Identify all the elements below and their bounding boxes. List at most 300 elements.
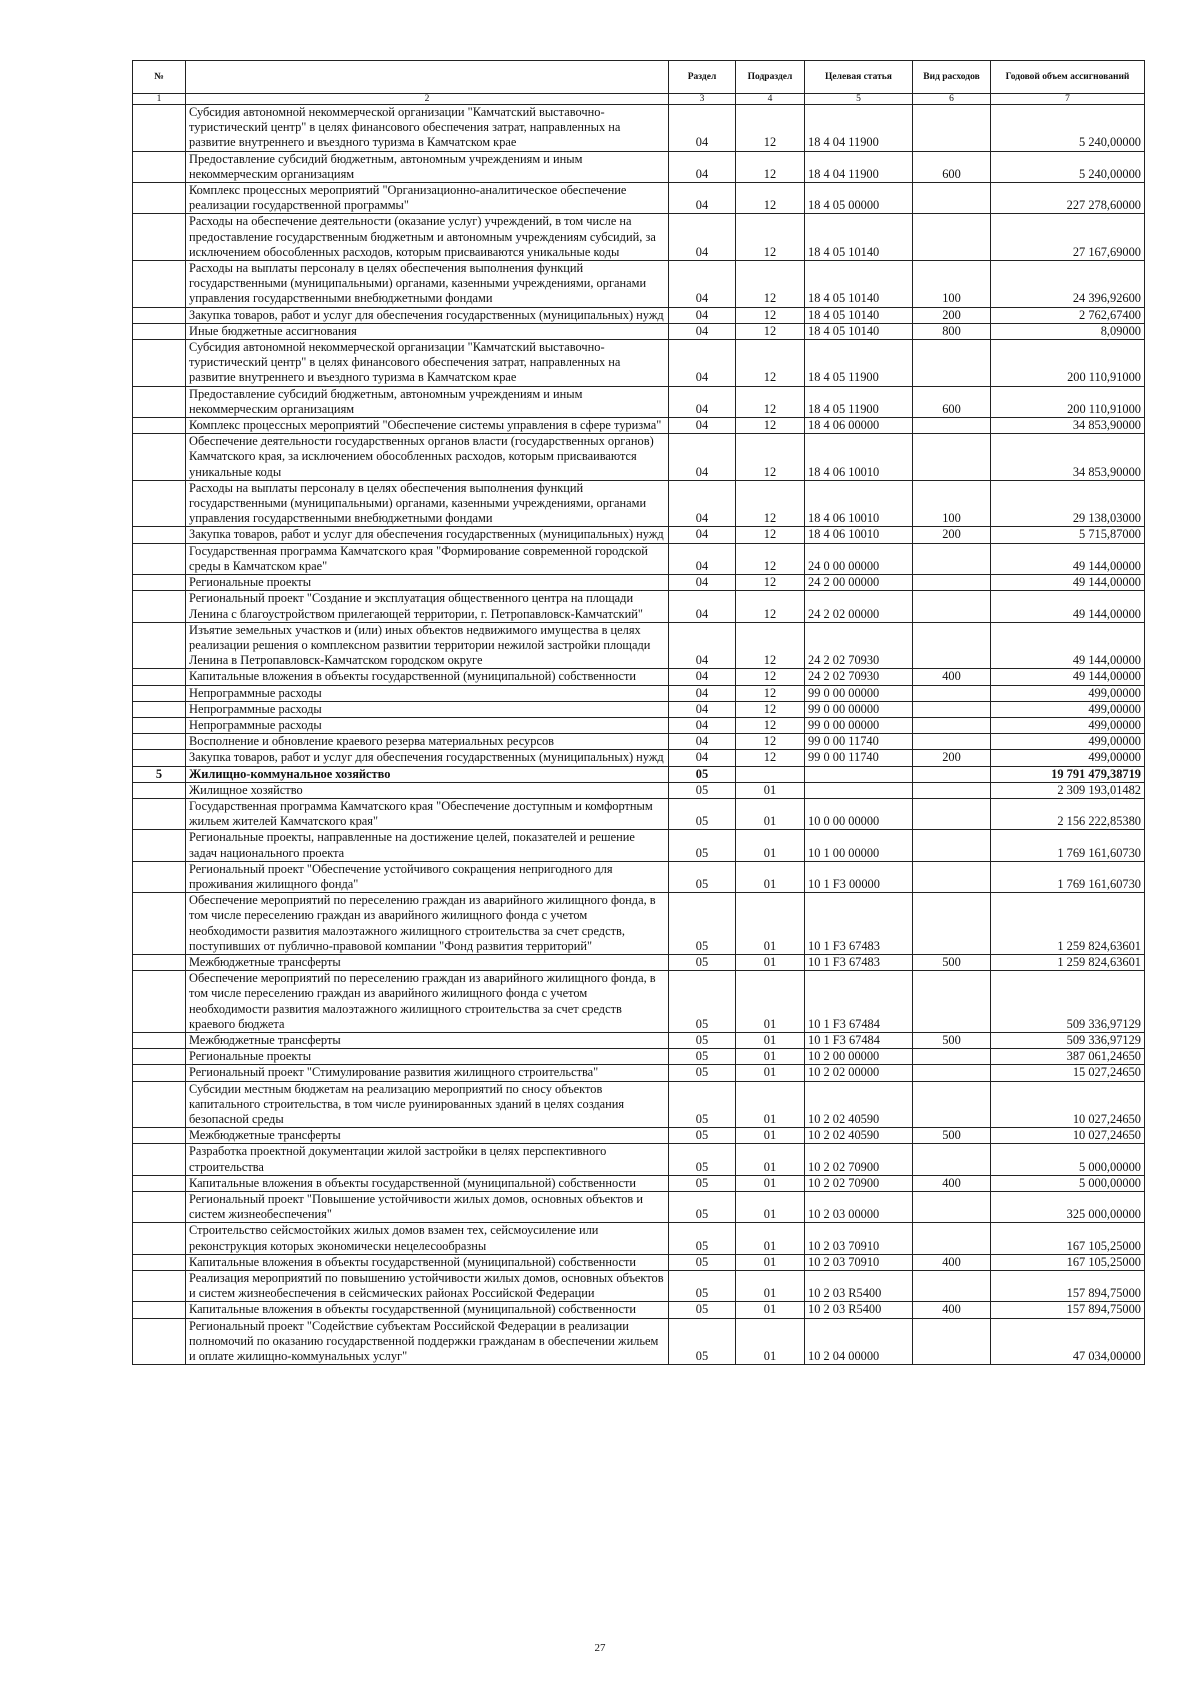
- row-expense-type: [913, 1192, 991, 1223]
- row-section: 05: [669, 1032, 736, 1048]
- row-name: Государственная программа Камчатского края "Формирование современной городской среды в Камчатском крае": [186, 543, 669, 574]
- row-number: [133, 340, 186, 387]
- row-subsection: 01: [736, 1144, 805, 1175]
- row-amount: 5 240,00000: [991, 151, 1145, 182]
- row-expense-type: 400: [913, 1254, 991, 1270]
- table-row: [133, 1302, 1145, 1318]
- row-name: Капитальные вложения в объекты государственной (муниципальной) собственности: [186, 1175, 669, 1191]
- row-name: Капитальные вложения в объекты государственной (муниципальной) собственности: [186, 1254, 669, 1270]
- row-name: Региональный проект "Повышение устойчивости жилых домов, основных объектов и систем жизнеобеспечения": [186, 1192, 669, 1223]
- row-target-code: 99 0 00 11740: [805, 734, 913, 750]
- row-subsection: 01: [736, 1271, 805, 1302]
- row-section: 04: [669, 151, 736, 182]
- row-target-code: 10 1 F3 67483: [805, 893, 913, 955]
- row-subsection: 01: [736, 971, 805, 1033]
- row-subsection: 12: [736, 717, 805, 733]
- row-number: [133, 418, 186, 434]
- row-name: Региональные проекты, направленные на достижение целей, показателей и решение задач национального проекта: [186, 830, 669, 861]
- table-row: [133, 861, 1145, 892]
- row-subsection: 12: [736, 434, 805, 481]
- row-section: 05: [669, 1144, 736, 1175]
- row-amount: 15 027,24650: [991, 1065, 1145, 1081]
- row-amount: 49 144,00000: [991, 622, 1145, 669]
- row-expense-type: [913, 1144, 991, 1175]
- row-section: 05: [669, 1192, 736, 1223]
- row-expense-type: 200: [913, 750, 991, 766]
- row-expense-type: [913, 717, 991, 733]
- row-name: Межбюджетные трансферты: [186, 1032, 669, 1048]
- row-number: [133, 1032, 186, 1048]
- row-subsection: 12: [736, 307, 805, 323]
- row-target-code: 99 0 00 11740: [805, 750, 913, 766]
- row-name: Межбюджетные трансферты: [186, 1128, 669, 1144]
- row-subsection: 12: [736, 261, 805, 308]
- table-row: [133, 750, 1145, 766]
- row-target-code: 10 1 F3 67483: [805, 954, 913, 970]
- row-amount: 19 791 479,38719: [991, 766, 1145, 782]
- row-amount: 47 034,00000: [991, 1318, 1145, 1365]
- row-section: 04: [669, 105, 736, 152]
- row-subsection: 01: [736, 1128, 805, 1144]
- row-name: Расходы на выплаты персоналу в целях обеспечения выполнения функций государственными (муниципальными) органами, казенными учреждениями, органами управления государственными внебюджетными фондами: [186, 261, 669, 308]
- row-target-code: 18 4 06 10010: [805, 434, 913, 481]
- row-number: [133, 1192, 186, 1223]
- row-number: 5: [133, 766, 186, 782]
- row-number: [133, 591, 186, 622]
- table-row: [133, 622, 1145, 669]
- row-target-code: 18 4 05 10140: [805, 307, 913, 323]
- row-name: Региональный проект "Стимулирование развития жилищного строительства": [186, 1065, 669, 1081]
- row-expense-type: [913, 575, 991, 591]
- row-section: 04: [669, 340, 736, 387]
- row-subsection: 01: [736, 830, 805, 861]
- row-number: [133, 543, 186, 574]
- row-name: Региональный проект "Обеспечение устойчивого сокращения непригодного для проживания жилищного фонда": [186, 861, 669, 892]
- table-row: [133, 1065, 1145, 1081]
- row-section: 05: [669, 861, 736, 892]
- row-name: Региональные проекты: [186, 1049, 669, 1065]
- row-subsection: 12: [736, 183, 805, 214]
- row-name: Разработка проектной документации жилой застройки в целях перспективного строительства: [186, 1144, 669, 1175]
- row-subsection: 12: [736, 105, 805, 152]
- row-amount: 10 027,24650: [991, 1081, 1145, 1128]
- table-row: [133, 766, 1145, 782]
- row-expense-type: [913, 543, 991, 574]
- row-name: Расходы на обеспечение деятельности (оказание услуг) учреждений, в том числе на предоставление государственным бюджетным и автономным учреждениям субсидий, за исключением обособленных расходов, которым присваиваются уникальные коды: [186, 214, 669, 261]
- row-name: Обеспечение мероприятий по переселению граждан из аварийного жилищного фонда, в том числе переселению граждан из аварийного жилищного фонда с учетом необходимости развития малоэтажного жилищного строительства за счет средств, поступивших от публично-правовой компании "Фонд развития территорий": [186, 893, 669, 955]
- row-expense-type: [913, 971, 991, 1033]
- table-row: [133, 1254, 1145, 1270]
- row-number: [133, 323, 186, 339]
- row-subsection: 12: [736, 669, 805, 685]
- table-header-row: [133, 61, 1145, 94]
- document-page: [132, 60, 1144, 1365]
- row-expense-type: [913, 183, 991, 214]
- row-number: [133, 1144, 186, 1175]
- row-number: [133, 1049, 186, 1065]
- table-row: [133, 575, 1145, 591]
- row-section: 05: [669, 1318, 736, 1365]
- row-section: 05: [669, 954, 736, 970]
- row-subsection: 12: [736, 527, 805, 543]
- column-number-row: [133, 94, 1145, 105]
- row-number: [133, 954, 186, 970]
- row-amount: 157 894,75000: [991, 1271, 1145, 1302]
- row-expense-type: [913, 622, 991, 669]
- row-target-code: 10 1 F3 00000: [805, 861, 913, 892]
- table-row: [133, 1192, 1145, 1223]
- row-subsection: [736, 766, 805, 782]
- row-subsection: 01: [736, 798, 805, 829]
- col-number: 3: [669, 94, 736, 105]
- row-name: Жилищное хозяйство: [186, 782, 669, 798]
- row-name: Предоставление субсидий бюджетным, автономным учреждениям и иным некоммерческим организациям: [186, 386, 669, 417]
- table-row: [133, 1175, 1145, 1191]
- row-expense-type: [913, 685, 991, 701]
- row-name: Закупка товаров, работ и услуг для обеспечения государственных (муниципальных) нужд: [186, 527, 669, 543]
- row-expense-type: 600: [913, 386, 991, 417]
- row-section: 05: [669, 1271, 736, 1302]
- col-number: 7: [991, 94, 1145, 105]
- row-name: Региональные проекты: [186, 575, 669, 591]
- row-number: [133, 1175, 186, 1191]
- row-number: [133, 893, 186, 955]
- row-subsection: 12: [736, 418, 805, 434]
- row-section: 04: [669, 717, 736, 733]
- row-name: Субсидии местным бюджетам на реализацию мероприятий по сносу объектов капитального строительства, в том числе руинированных зданий в целях создания безопасной среды: [186, 1081, 669, 1128]
- row-section: 05: [669, 830, 736, 861]
- row-amount: 29 138,03000: [991, 480, 1145, 527]
- row-target-code: 10 2 00 00000: [805, 1049, 913, 1065]
- row-name: Закупка товаров, работ и услуг для обеспечения государственных (муниципальных) нужд: [186, 750, 669, 766]
- row-target-code: 99 0 00 00000: [805, 717, 913, 733]
- row-expense-type: [913, 1271, 991, 1302]
- col-number: 2: [186, 94, 669, 105]
- table-row: [133, 323, 1145, 339]
- row-section: 05: [669, 782, 736, 798]
- row-amount: 5 000,00000: [991, 1175, 1145, 1191]
- table-row: [133, 701, 1145, 717]
- table-row: [133, 340, 1145, 387]
- table-row: [133, 543, 1145, 574]
- col-header-target: Целевая статья: [805, 61, 913, 94]
- row-name: Жилищно-коммунальное хозяйство: [186, 766, 669, 782]
- row-name: Изъятие земельных участков и (или) иных объектов недвижимого имущества в целях реализации решения о комплексном развитии территории нежилой застройки площади Ленина в Петропавловск-Камчатском городском округе: [186, 622, 669, 669]
- col-header-name: [186, 61, 669, 94]
- table-row: [133, 1128, 1145, 1144]
- row-target-code: 10 2 02 70900: [805, 1144, 913, 1175]
- row-expense-type: [913, 1081, 991, 1128]
- row-subsection: 01: [736, 1175, 805, 1191]
- row-section: 04: [669, 543, 736, 574]
- col-number: 6: [913, 94, 991, 105]
- row-amount: 8,09000: [991, 323, 1145, 339]
- row-section: 04: [669, 622, 736, 669]
- row-number: [133, 105, 186, 152]
- row-section: 04: [669, 701, 736, 717]
- row-amount: 2 309 193,01482: [991, 782, 1145, 798]
- row-name: Субсидия автономной некоммерческой организации "Камчатский выставочно-туристический центр" в целях финансового обеспечения затрат, направленных на развитие внутреннего и въездного туризма в Камчатском крае: [186, 340, 669, 387]
- table-row: [133, 591, 1145, 622]
- row-number: [133, 685, 186, 701]
- row-subsection: 01: [736, 1032, 805, 1048]
- row-section: 04: [669, 685, 736, 701]
- row-subsection: 12: [736, 386, 805, 417]
- row-number: [133, 183, 186, 214]
- row-number: [133, 1128, 186, 1144]
- row-subsection: 01: [736, 954, 805, 970]
- row-expense-type: [913, 1318, 991, 1365]
- row-amount: 27 167,69000: [991, 214, 1145, 261]
- row-section: 04: [669, 480, 736, 527]
- row-amount: 1 769 161,60730: [991, 830, 1145, 861]
- row-name: Капитальные вложения в объекты государственной (муниципальной) собственности: [186, 1302, 669, 1318]
- row-target-code: 18 4 05 00000: [805, 183, 913, 214]
- row-expense-type: 600: [913, 151, 991, 182]
- row-amount: 34 853,90000: [991, 434, 1145, 481]
- row-target-code: 99 0 00 00000: [805, 685, 913, 701]
- row-subsection: 12: [736, 543, 805, 574]
- table-row: [133, 418, 1145, 434]
- col-number: 4: [736, 94, 805, 105]
- row-expense-type: [913, 214, 991, 261]
- row-section: 05: [669, 1081, 736, 1128]
- row-amount: 1 259 824,63601: [991, 893, 1145, 955]
- row-target-code: 99 0 00 00000: [805, 701, 913, 717]
- row-number: [133, 861, 186, 892]
- row-amount: 5 240,00000: [991, 105, 1145, 152]
- row-section: 05: [669, 971, 736, 1033]
- row-number: [133, 151, 186, 182]
- row-name: Иные бюджетные ассигнования: [186, 323, 669, 339]
- table-row: [133, 1318, 1145, 1365]
- row-expense-type: [913, 782, 991, 798]
- row-target-code: 10 2 04 00000: [805, 1318, 913, 1365]
- row-amount: 34 853,90000: [991, 418, 1145, 434]
- row-expense-type: [913, 1049, 991, 1065]
- row-number: [133, 386, 186, 417]
- row-target-code: 18 4 05 11900: [805, 386, 913, 417]
- table-row: [133, 1223, 1145, 1254]
- row-name: Реализация мероприятий по повышению устойчивости жилых домов, основных объектов и систем жизнеобеспечения в сейсмических районах Российской Федерации: [186, 1271, 669, 1302]
- row-target-code: 10 1 F3 67484: [805, 971, 913, 1033]
- table-row: [133, 1081, 1145, 1128]
- row-section: 04: [669, 734, 736, 750]
- row-section: 05: [669, 1049, 736, 1065]
- row-expense-type: 200: [913, 527, 991, 543]
- row-amount: 167 105,25000: [991, 1254, 1145, 1270]
- row-section: 04: [669, 307, 736, 323]
- row-subsection: 12: [736, 622, 805, 669]
- table-row: [133, 1271, 1145, 1302]
- col-number: 5: [805, 94, 913, 105]
- row-amount: 49 144,00000: [991, 543, 1145, 574]
- row-section: 04: [669, 386, 736, 417]
- row-expense-type: 100: [913, 261, 991, 308]
- row-section: 05: [669, 798, 736, 829]
- row-subsection: 12: [736, 575, 805, 591]
- row-number: [133, 575, 186, 591]
- row-amount: 1 259 824,63601: [991, 954, 1145, 970]
- row-subsection: 01: [736, 1302, 805, 1318]
- row-section: 04: [669, 418, 736, 434]
- col-header-type: Вид расходов: [913, 61, 991, 94]
- table-row: [133, 954, 1145, 970]
- row-target-code: 18 4 04 11900: [805, 105, 913, 152]
- table-row: [133, 105, 1145, 152]
- row-expense-type: [913, 766, 991, 782]
- row-number: [133, 1302, 186, 1318]
- col-header-section: Раздел: [669, 61, 736, 94]
- row-section: 05: [669, 1223, 736, 1254]
- row-expense-type: [913, 1065, 991, 1081]
- row-target-code: 10 2 03 70910: [805, 1223, 913, 1254]
- row-target-code: 10 1 00 00000: [805, 830, 913, 861]
- table-row: [133, 151, 1145, 182]
- row-name: Региональный проект "Содействие субъектам Российской Федерации в реализации полномочий по оказанию государственной поддержки гражданам в обеспечении жильем и оплате жилищно-коммунальных услуг": [186, 1318, 669, 1365]
- row-name: Строительство сейсмостойких жилых домов взамен тех, сейсмоусиление или реконструкция которых экономически нецелесообразны: [186, 1223, 669, 1254]
- row-target-code: 10 2 02 40590: [805, 1081, 913, 1128]
- table-body: [133, 105, 1145, 1365]
- row-target-code: 10 0 00 00000: [805, 798, 913, 829]
- row-number: [133, 1065, 186, 1081]
- row-amount: 2 762,67400: [991, 307, 1145, 323]
- row-target-code: 18 4 06 10010: [805, 480, 913, 527]
- row-subsection: 01: [736, 893, 805, 955]
- row-subsection: 01: [736, 1254, 805, 1270]
- row-amount: 499,00000: [991, 734, 1145, 750]
- row-target-code: 24 2 02 00000: [805, 591, 913, 622]
- row-section: 04: [669, 527, 736, 543]
- row-name: Государственная программа Камчатского края "Обеспечение доступным и комфортным жильем жителей Камчатского края": [186, 798, 669, 829]
- row-expense-type: 100: [913, 480, 991, 527]
- table-row: [133, 1144, 1145, 1175]
- row-number: [133, 1318, 186, 1365]
- row-target-code: 10 2 03 R5400: [805, 1302, 913, 1318]
- row-target-code: 10 2 03 70910: [805, 1254, 913, 1270]
- row-section: 05: [669, 1254, 736, 1270]
- row-section: 05: [669, 1302, 736, 1318]
- row-amount: 509 336,97129: [991, 971, 1145, 1033]
- row-name: Расходы на выплаты персоналу в целях обеспечения выполнения функций государственными (муниципальными) органами, казенными учреждениями, органами управления государственными внебюджетными фондами: [186, 480, 669, 527]
- row-section: 05: [669, 1128, 736, 1144]
- row-expense-type: [913, 105, 991, 152]
- row-amount: 325 000,00000: [991, 1192, 1145, 1223]
- row-expense-type: 200: [913, 307, 991, 323]
- col-number: 1: [133, 94, 186, 105]
- row-name: Восполнение и обновление краевого резерва материальных ресурсов: [186, 734, 669, 750]
- row-target-code: [805, 782, 913, 798]
- table-row: [133, 214, 1145, 261]
- row-name: Комплекс процессных мероприятий "Организационно-аналитическое обеспечение реализации государственной программы": [186, 183, 669, 214]
- row-subsection: 12: [736, 685, 805, 701]
- table-row: [133, 717, 1145, 733]
- row-target-code: 10 2 02 70900: [805, 1175, 913, 1191]
- table-row: [133, 830, 1145, 861]
- row-amount: 1 769 161,60730: [991, 861, 1145, 892]
- row-subsection: 12: [736, 480, 805, 527]
- row-expense-type: [913, 861, 991, 892]
- row-amount: 200 110,91000: [991, 386, 1145, 417]
- row-number: [133, 971, 186, 1033]
- row-subsection: 01: [736, 1223, 805, 1254]
- row-subsection: 12: [736, 701, 805, 717]
- row-target-code: 18 4 06 10010: [805, 527, 913, 543]
- row-expense-type: 800: [913, 323, 991, 339]
- row-amount: 24 396,92600: [991, 261, 1145, 308]
- row-amount: 387 061,24650: [991, 1049, 1145, 1065]
- table-row: [133, 734, 1145, 750]
- row-expense-type: [913, 1223, 991, 1254]
- row-section: 04: [669, 323, 736, 339]
- row-amount: 227 278,60000: [991, 183, 1145, 214]
- row-number: [133, 717, 186, 733]
- col-header-subsection: Подраздел: [736, 61, 805, 94]
- row-subsection: 12: [736, 591, 805, 622]
- row-section: 04: [669, 434, 736, 481]
- row-subsection: 01: [736, 782, 805, 798]
- row-section: 04: [669, 750, 736, 766]
- row-section: 04: [669, 214, 736, 261]
- row-name: Непрограммные расходы: [186, 717, 669, 733]
- row-target-code: 10 1 F3 67484: [805, 1032, 913, 1048]
- row-amount: 499,00000: [991, 750, 1145, 766]
- row-section: 04: [669, 183, 736, 214]
- row-section: 04: [669, 575, 736, 591]
- row-expense-type: [913, 701, 991, 717]
- row-amount: 5 715,87000: [991, 527, 1145, 543]
- table-row: [133, 971, 1145, 1033]
- row-amount: 157 894,75000: [991, 1302, 1145, 1318]
- row-expense-type: [913, 830, 991, 861]
- table-row: [133, 386, 1145, 417]
- row-name: Обеспечение мероприятий по переселению граждан из аварийного жилищного фонда, в том числе переселению граждан из аварийного жилищного фонда с учетом необходимости развития малоэтажного жилищного строительства за счет средств краевого бюджета: [186, 971, 669, 1033]
- row-target-code: 10 2 02 00000: [805, 1065, 913, 1081]
- row-subsection: 12: [736, 750, 805, 766]
- row-amount: 499,00000: [991, 701, 1145, 717]
- row-name: Комплекс процессных мероприятий "Обеспечение системы управления в сфере туризма": [186, 418, 669, 434]
- row-number: [133, 480, 186, 527]
- table-row: [133, 782, 1145, 798]
- row-section: 04: [669, 261, 736, 308]
- row-expense-type: [913, 434, 991, 481]
- row-name: Предоставление субсидий бюджетным, автономным учреждениям и иным некоммерческим организациям: [186, 151, 669, 182]
- row-target-code: [805, 766, 913, 782]
- page-number: 27: [594, 1642, 606, 1654]
- row-amount: 49 144,00000: [991, 575, 1145, 591]
- row-subsection: 01: [736, 1318, 805, 1365]
- row-section: 05: [669, 1065, 736, 1081]
- row-name: Непрограммные расходы: [186, 701, 669, 717]
- row-amount: 49 144,00000: [991, 591, 1145, 622]
- row-subsection: 01: [736, 1081, 805, 1128]
- row-expense-type: 500: [913, 954, 991, 970]
- table-row: [133, 798, 1145, 829]
- row-name: Региональный проект "Создание и эксплуатация общественного центра на площади Ленина с благоустройством прилегающей территории, г. Петропавловск-Камчатский": [186, 591, 669, 622]
- row-target-code: 24 2 02 70930: [805, 622, 913, 669]
- row-section: 05: [669, 1175, 736, 1191]
- row-subsection: 01: [736, 1192, 805, 1223]
- row-number: [133, 734, 186, 750]
- row-expense-type: 400: [913, 1302, 991, 1318]
- row-name: Межбюджетные трансферты: [186, 954, 669, 970]
- row-amount: 499,00000: [991, 717, 1145, 733]
- row-number: [133, 782, 186, 798]
- col-header-no: №: [133, 61, 186, 94]
- row-number: [133, 214, 186, 261]
- table-row: [133, 261, 1145, 308]
- row-number: [133, 307, 186, 323]
